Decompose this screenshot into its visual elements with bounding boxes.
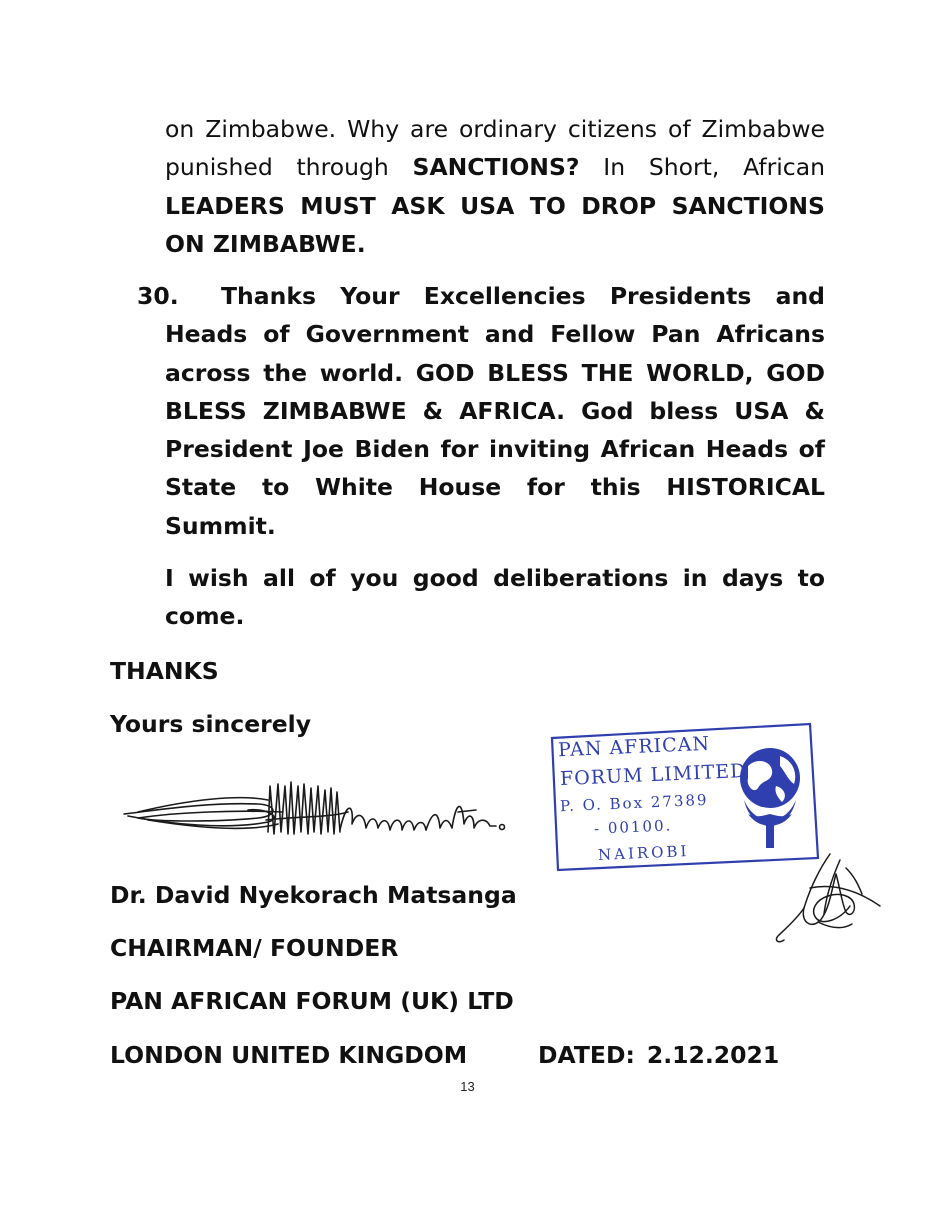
paragraph-30: [137, 277, 825, 545]
paragraph-sanctions-text-b: In Short, African: [579, 153, 825, 182]
closing-thanks: THANKS: [110, 657, 219, 685]
paragraph-wish-text: I wish all of you good deliberations in days to come.: [165, 564, 825, 631]
closing-yours-sincerely: Yours sincerely: [110, 710, 312, 738]
second-signature-scribble: [770, 848, 885, 948]
stamp-line-4: - 00100.: [593, 816, 673, 838]
globe-logo-icon: [740, 748, 800, 848]
page-number: 13: [460, 1079, 475, 1094]
dated-value: 2.12.2021: [646, 1041, 780, 1069]
signatory-title: CHAIRMAN/ FOUNDER: [110, 934, 399, 962]
paragraph-number: 30.: [137, 282, 179, 310]
paragraph-30-text: Thanks Your Excellencies Presidents and Heads of Government and Fellow Pan Africans across the world. GOD BLESS THE WORLD, GOD BLESS ZIMBABWE & AFRICA. God bless USA & President Joe Biden for inviting African Heads of State to White House for this HISTORICAL Summit.: [165, 282, 825, 540]
signatory-location: LONDON UNITED KINGDOM: [110, 1041, 468, 1069]
paragraph-wish: [165, 559, 825, 636]
dated-label: DATED:: [538, 1041, 635, 1069]
sanctions-emphasis: SANCTIONS?: [412, 153, 580, 182]
date-line: [538, 1040, 779, 1070]
signatory-organization: PAN AFRICAN FORUM (UK) LTD: [110, 987, 514, 1015]
paragraph-sanctions-text-a: on Zimbabwe. Why are ordinary citizens of Zimbabwe punished through: [165, 115, 825, 182]
signatory-name: Dr. David Nyekorach Matsanga: [110, 881, 517, 909]
paragraph-sanctions: [165, 110, 825, 263]
sanctions-demand: LEADERS MUST ASK USA TO DROP SANCTIONS ON ZIMBABWE.: [165, 191, 825, 258]
stamp-line-2: FORUM LIMITED: [559, 759, 747, 791]
stamp-line-1: PAN AFRICAN: [557, 732, 711, 762]
stamp-line-3: P. O. Box 27389: [559, 790, 709, 816]
stamp-line-5: NAIROBI: [597, 842, 690, 864]
handwritten-signature: [118, 772, 518, 852]
